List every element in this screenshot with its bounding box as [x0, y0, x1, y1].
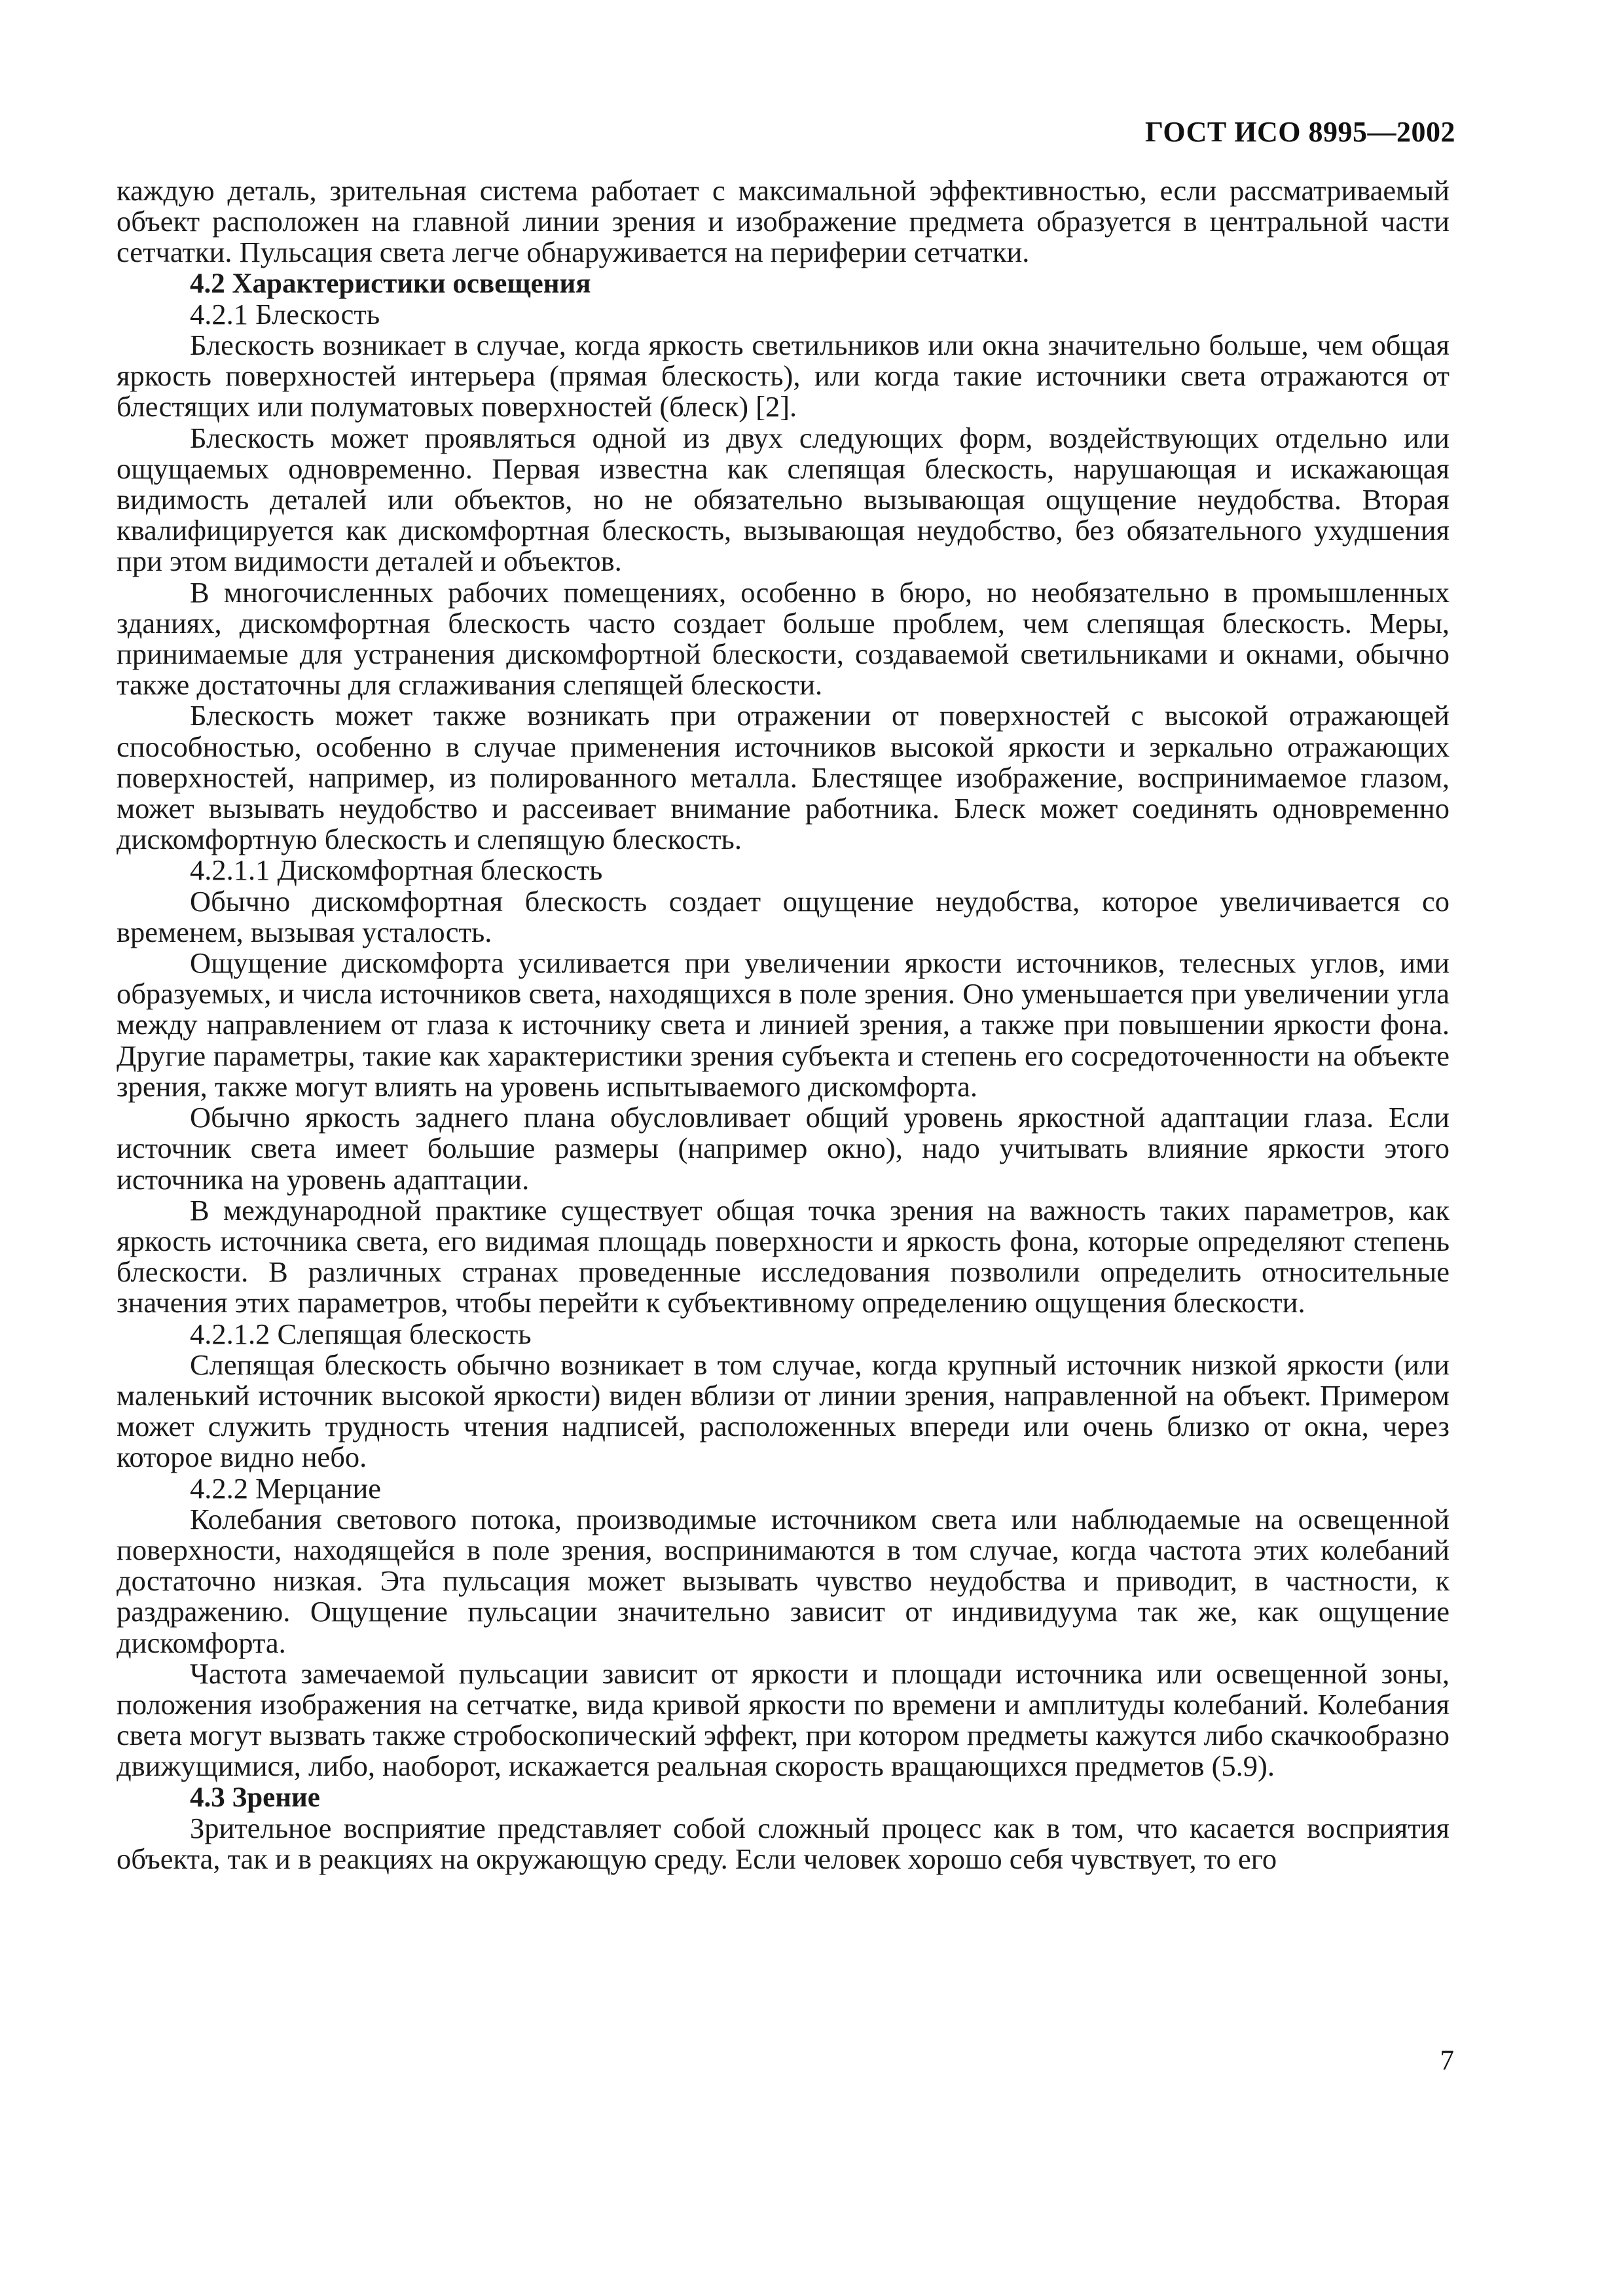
page-number: 7 [1440, 2045, 1454, 2076]
body-paragraph: В международной практике существует общая точка зрения на важность таких параметров, как яркость источника света, его видимая площадь поверхности и яркость фона, которые определяют степень блескости. В различных странах проведенные исследования позволили определить относительные значения этих параметров, чтобы перейти к субъективному определению ощущения блескости. [117, 1193, 1450, 1319]
body-paragraph: Зрительное восприятие представляет собой сложный процесс как в том, что касается восприятия объекта, так и в реакциях на окружающую среду. Если человек хорошо себя чувствует, то его [117, 1811, 1450, 1875]
section-heading: 4.3 Зрение [190, 1782, 320, 1813]
subsection-heading: 4.2.1.1 Дискомфортная блескость [190, 853, 603, 887]
document-body [117, 175, 1450, 1874]
body-paragraph: Обычно яркость заднего плана обусловливает общий уровень яркостной адаптации глаза. Если источник света имеет большие размеры (например окно), надо учитывать влияние яркости этого источника на уровень адаптации. [117, 1101, 1450, 1196]
subsection-heading: 4.2.1.2 Слепящая блескость [190, 1317, 532, 1350]
body-paragraph: Блескость может проявляться одной из двух следующих форм, воздействующих отдельно или ощущаемых одновременно. Первая известна как слепящая блескость, нарушающая и искажающая видимость деталей или объектов, но не обязательно вызывающая ощущение неудобства. Вторая квалифицируется как дискомфортная блескость, вызывающая неудобство, без обязательного ухудшения при этом видимости деталей и объектов. [117, 421, 1450, 578]
body-paragraph: Колебания светового потока, производимые источником света или наблюдаемые на освещенной поверхности, находящейся в поле зрения, воспринимаются в том случае, когда частота этих колебаний достаточно низкая. Эта пульсация может вызывать чувство неудобства и приводит, в частности, к раздражению. Ощущение пульсации значительно зависит от индивидуума так же, как ощущение дискомфорта. [117, 1502, 1450, 1659]
body-paragraph: Блескость может также возникать при отражении от поверхностей с высокой отражающей способностью, особенно в случае применения источников высокой яркости и зеркально отражающих поверхностей, например, из полированного металла. Блестящее изображение, воспринимаемое глазом, может вызывать неудобство и рассеивает внимание работника. Блеск может соединять одновременно дискомфортную блескость и слепящую блескость. [117, 699, 1450, 856]
body-paragraph: Блескость возникает в случае, когда яркость светильников или окна значительно больше, чем общая яркость поверхностей интерьера (прямая блескость), или когда такие источники света отражаются от блестящих или полуматовых поверхностей (блеск) [2]. [117, 329, 1450, 423]
body-paragraph: В многочисленных рабочих помещениях, особенно в бюро, но необязательно в промышленных зданиях, дискомфортная блескость часто создает больше проблем, чем слепящая блескость. Меры, принимаемые для устранения дискомфортной блескости, создаваемой светильниками и окнами, обычно также достаточны для сглаживания слепящей блескости. [117, 575, 1450, 702]
body-paragraph: Частота замечаемой пульсации зависит от яркости и площади источника или освещенной зоны, положения изображения на сетчатке, вида кривой яркости по времени и амплитуды колебаний. Колебания света могут вызвать также стробоскопический эффект, при котором предметы кажутся либо скачкообразно движущимися, либо, наоборот, искажается реальная скорость вращающихся предметов (5.9). [117, 1657, 1450, 1783]
body-paragraph: каждую деталь, зрительная система работает с максимальной эффективностью, если рассматриваемый объект расположен на главной линии зрения и изображение предмета образуется в центральной части сетчатки. Пульсация света легче обнаруживается на периферии сетчатки. [117, 174, 1450, 269]
subsection-heading: 4.2.2 Мерцание [190, 1471, 382, 1505]
body-paragraph: Обычно дискомфортная блескость создает ощущение неудобства, которое увеличивается со временем, вызывая усталость. [117, 884, 1450, 948]
section-heading: 4.2 Характеристики освещения [190, 268, 591, 299]
subsection-heading: 4.2.1 Блескость [190, 297, 380, 331]
body-paragraph: Ощущение дискомфорта усиливается при увеличении яркости источников, телесных углов, ими образуемых, и числа источников света, находящихся в поле зрения. Оно уменьшается при увеличении угла между направлением от глаза к источнику света и линией зрения, а также при повышении яркости фона. Другие параметры, такие как характеристики зрения субъекта и степень его сосредоточенности на объекте зрения, также могут влиять на уровень испытываемого дискомфорта. [117, 946, 1450, 1103]
document-id-header: ГОСТ ИСО 8995—2002 [1144, 116, 1455, 148]
body-paragraph: Слепящая блескость обычно возникает в том случае, когда крупный источник низкой яркости (или маленький источник высокой яркости) виден вблизи от линии зрения, направленной на объект. Примером может служить трудность чтения надписей, расположенных впереди или очень близко от окна, через которое видно небо. [117, 1348, 1450, 1474]
